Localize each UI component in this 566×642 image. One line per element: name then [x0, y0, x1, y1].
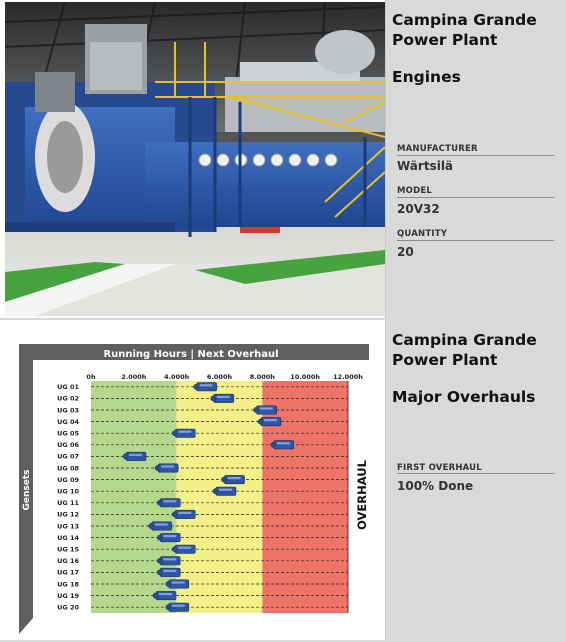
overhauls-panel-title: Campina Grande Power Plant	[392, 331, 537, 369]
quantity-divider	[397, 240, 554, 241]
model-value: 20V32	[397, 202, 440, 216]
genset-marker	[157, 557, 180, 565]
genset-marker	[221, 475, 244, 483]
first-overhaul-label: FIRST OVERHAUL	[397, 463, 482, 473]
chart-title: Running Hours | Next Overhaul	[103, 349, 279, 360]
genset-marker	[258, 417, 281, 425]
genset-label: UG 06	[57, 441, 79, 450]
genset-marker	[194, 383, 217, 391]
genset-label: UG 10	[57, 487, 79, 496]
x-tick-label: 10.000h	[290, 373, 321, 381]
genset-marker	[157, 568, 180, 576]
manufacturer-divider	[397, 155, 554, 156]
genset-label: UG 01	[57, 383, 79, 392]
running-hours-chart-svg	[5, 322, 385, 638]
engines-panel-subtitle: Engines	[392, 68, 461, 86]
quantity-label: QUANTITY	[397, 229, 448, 239]
genset-label: UG 07	[57, 452, 79, 461]
manufacturer-value: Wärtsilä	[397, 159, 454, 173]
genset-marker	[153, 591, 176, 599]
quantity-value: 20	[397, 245, 414, 259]
genset-marker	[271, 441, 294, 449]
engines-info-panel	[385, 0, 566, 318]
genset-label: UG 02	[57, 394, 79, 403]
genset-marker	[166, 580, 189, 588]
genset-label: UG 15	[57, 545, 79, 554]
genset-marker	[172, 510, 195, 518]
x-tick-label: 2.000h	[121, 373, 147, 381]
engine-hall-illustration	[5, 2, 385, 316]
genset-label: UG 17	[57, 568, 79, 577]
genset-marker	[157, 533, 180, 541]
x-tick-label: 8.000h	[249, 373, 275, 381]
genset-label: UG 08	[57, 464, 79, 473]
genset-marker	[157, 499, 180, 507]
zone-1	[177, 381, 263, 613]
x-tick-label: 0h	[86, 373, 96, 381]
genset-label: UG 05	[57, 429, 79, 438]
overhauls-panel	[0, 320, 566, 640]
genset-marker	[211, 394, 234, 402]
genset-marker	[123, 452, 146, 460]
engine-room-photo	[5, 2, 385, 316]
overhauls-info-panel	[385, 320, 566, 640]
x-tick-label: 6.000h	[206, 373, 233, 381]
genset-label: UG 19	[57, 591, 79, 600]
genset-label: UG 20	[57, 603, 79, 612]
first-overhaul-value: 100% Done	[397, 479, 474, 493]
overhauls-panel-subtitle: Major Overhauls	[392, 388, 536, 406]
engines-panel	[0, 0, 566, 318]
genset-label: UG 18	[57, 580, 79, 589]
zone-0	[91, 381, 177, 613]
genset-label: UG 04	[57, 417, 79, 426]
engines-panel-title: Campina Grande Power Plant	[392, 11, 537, 49]
gensets-axis-label: Gensets	[22, 469, 32, 511]
genset-marker	[172, 545, 195, 553]
overhaul-label: OVERHAUL	[355, 460, 369, 530]
first-overhaul-divider	[397, 473, 554, 474]
genset-marker	[155, 464, 178, 472]
genset-label: UG 09	[57, 475, 79, 484]
genset-label: UG 14	[57, 533, 79, 542]
genset-label: UG 11	[57, 499, 79, 508]
genset-marker	[213, 487, 236, 495]
genset-label: UG 16	[57, 557, 79, 566]
x-tick-label: 12.000h	[333, 373, 363, 381]
genset-marker	[166, 603, 189, 611]
genset-marker	[172, 429, 195, 437]
genset-marker	[254, 406, 277, 414]
model-label: MODEL	[397, 186, 432, 196]
x-tick-label: 4.000h	[164, 373, 190, 381]
genset-label: UG 03	[57, 406, 79, 415]
model-divider	[397, 197, 554, 198]
genset-marker	[149, 522, 172, 530]
zone-2	[262, 381, 348, 613]
genset-label: UG 12	[57, 510, 79, 519]
running-hours-chart	[5, 322, 385, 638]
genset-label: UG 13	[57, 522, 79, 531]
manufacturer-label: MANUFACTURER	[397, 144, 478, 154]
